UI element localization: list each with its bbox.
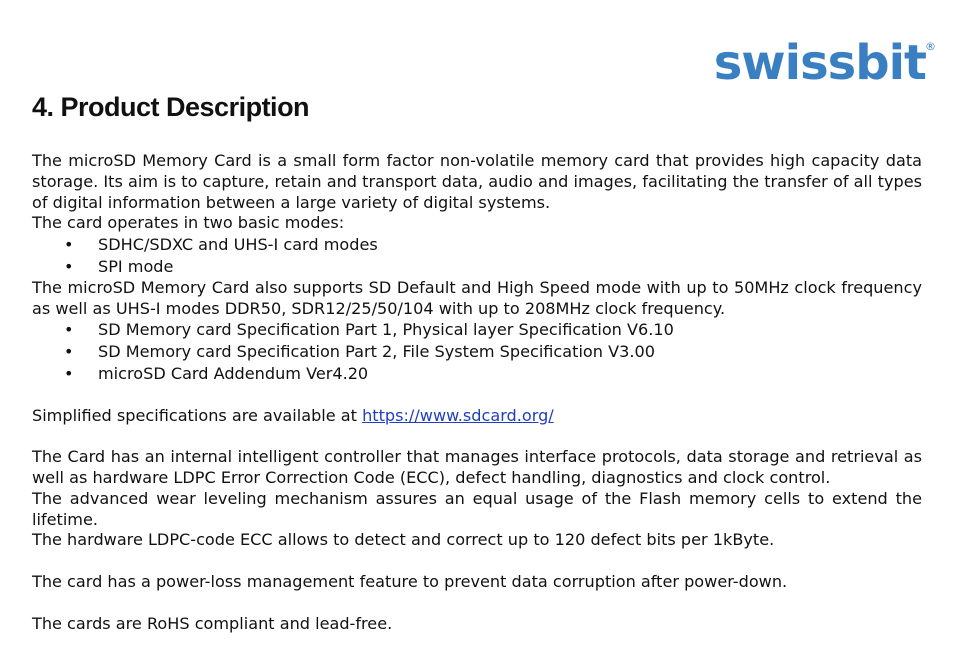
modes-intro: The card operates in two basic modes: [32,213,345,233]
sdcard-link[interactable]: https://www.sdcard.org/ [362,405,554,425]
section-heading: 4. Product Description [32,92,310,122]
spacer [32,426,922,447]
document-body [32,151,922,634]
specs-list [32,319,922,384]
list-item: • SD Memory card Specification Part 1, Physical layer Specification V6.10 [32,319,922,341]
swissbit-logo [713,35,936,91]
list-item: • SDHC/SDXC and UHS-I card modes [32,234,922,256]
intro-paragraph: The microSD Memory Card is a small form factor non-volatile memory card that provides high capacity data storage. Its aim is to capture, retain and transport data, audio and images, facilitating the transfer of all types of digital information between a large variety of digital systems. [32,151,922,212]
list-item: • SPI mode [32,256,922,278]
spacer [32,385,922,406]
modes-list [32,234,922,278]
speed-paragraph: The microSD Memory Card also supports SD Default and High Speed mode with up to 50MHz clock frequency as well as UHS-I modes DDR50, SDR12/25/50/104 with up to 208MHz clock frequency. [32,277,922,318]
list-item: • microSD Card Addendum Ver4.20 [32,363,922,385]
logo-text: swissbit [713,35,926,91]
list-item: • SD Memory card Specification Part 2, File System Specification V3.00 [32,341,922,363]
spacer [32,593,922,614]
simplified-specs-text: Simplified specifications are available at [32,405,363,425]
registered-mark: ® [925,40,936,53]
power-loss-paragraph: The card has a power-loss management feature to prevent data corruption after power-down. [32,571,788,591]
wear-leveling-paragraph: The advanced wear leveling mechanism assures an equal usage of the Flash memory cells to extend the lifetime. [32,488,922,529]
ecc-paragraph: The hardware LDPC-code ECC allows to detect and correct up to 120 defect bits per 1kByte. [32,530,775,550]
controller-paragraph: The Card has an internal intelligent controller that manages interface protocols, data storage and retrieval as well as hardware LDPC Error Correction Code (ECC), defect handling, diagnostics and clock control. [32,447,922,487]
simplified-specs-paragraph [32,406,922,427]
rohs-paragraph: The cards are RoHS compliant and lead-free. [32,613,393,633]
spacer [32,551,922,572]
